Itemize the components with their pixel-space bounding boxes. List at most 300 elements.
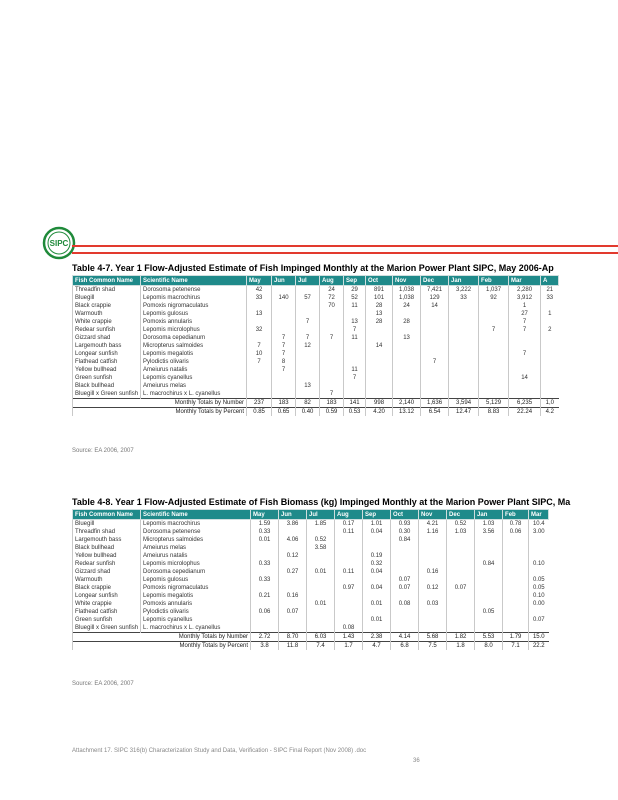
- value-cell: [479, 334, 509, 342]
- value-cell: 10.4: [529, 520, 549, 529]
- value-cell: [509, 390, 541, 399]
- common-name-cell: Redear sunfish: [73, 326, 141, 334]
- value-cell: [247, 318, 272, 326]
- value-cell: [307, 608, 335, 616]
- value-cell: [296, 302, 320, 310]
- value-cell: [363, 608, 391, 616]
- column-header: Dec: [421, 276, 449, 286]
- total-value-cell: 22.24: [509, 408, 541, 417]
- value-cell: 3.00: [529, 528, 549, 536]
- scientific-name-cell: Lepomis cyanellus: [141, 616, 251, 624]
- common-name-cell: Bluegill: [73, 294, 141, 302]
- value-cell: 2: [541, 326, 559, 334]
- value-cell: 0.11: [335, 528, 363, 536]
- value-cell: 0.97: [335, 584, 363, 592]
- value-cell: [296, 310, 320, 318]
- table-row: [73, 358, 559, 366]
- value-cell: [296, 358, 320, 366]
- value-cell: [503, 544, 529, 552]
- value-cell: [421, 350, 449, 358]
- value-cell: [447, 576, 475, 584]
- value-cell: 2,280: [509, 286, 541, 295]
- total-value-cell: 6.8: [391, 642, 419, 651]
- value-cell: [391, 552, 419, 560]
- column-header: A: [541, 276, 559, 286]
- value-cell: [479, 390, 509, 399]
- value-cell: [296, 390, 320, 399]
- value-cell: [366, 366, 393, 374]
- totals-row: [73, 633, 549, 642]
- value-cell: [447, 608, 475, 616]
- value-cell: [447, 616, 475, 624]
- common-name-cell: Green sunfish: [73, 616, 141, 624]
- total-value-cell: 4.2: [541, 408, 559, 417]
- value-cell: [393, 390, 421, 399]
- value-cell: [475, 592, 503, 600]
- total-value-cell: 8.70: [279, 633, 307, 642]
- value-cell: 7: [344, 374, 366, 382]
- total-value-cell: 4.7: [363, 642, 391, 651]
- common-name-cell: Black crappie: [73, 584, 141, 592]
- total-value-cell: 6.54: [421, 408, 449, 417]
- value-cell: 11: [344, 334, 366, 342]
- total-value-cell: 3.8: [251, 642, 279, 651]
- common-name-cell: Green sunfish: [73, 374, 141, 382]
- value-cell: [447, 600, 475, 608]
- scientific-name-cell: L. macrochirus x L. cyanellus: [141, 390, 247, 399]
- total-value-cell: 82: [296, 399, 320, 408]
- scientific-name-cell: Dorosoma cepedianum: [141, 568, 251, 576]
- value-cell: [503, 584, 529, 592]
- total-value-cell: 2.72: [251, 633, 279, 642]
- value-cell: [479, 374, 509, 382]
- value-cell: [529, 536, 549, 544]
- table-row: [73, 568, 549, 576]
- total-value-cell: 13.12: [393, 408, 421, 417]
- total-value-cell: 8.0: [475, 642, 503, 651]
- scientific-name-cell: Lepomis gulosus: [141, 576, 251, 584]
- value-cell: [475, 600, 503, 608]
- value-cell: 0.33: [251, 560, 279, 568]
- value-cell: [296, 326, 320, 334]
- value-cell: [541, 334, 559, 342]
- value-cell: 0.04: [363, 528, 391, 536]
- value-cell: [251, 616, 279, 624]
- table-row: [73, 342, 559, 350]
- value-cell: [366, 382, 393, 390]
- scientific-name-cell: Ameiurus natalis: [141, 366, 247, 374]
- value-cell: 7: [479, 326, 509, 334]
- value-cell: 32: [247, 326, 272, 334]
- value-cell: [529, 552, 549, 560]
- value-cell: [393, 350, 421, 358]
- value-cell: [449, 326, 479, 334]
- value-cell: [541, 382, 559, 390]
- total-value-cell: 6.03: [307, 633, 335, 642]
- value-cell: [449, 382, 479, 390]
- total-value-cell: 8.83: [479, 408, 509, 417]
- value-cell: [307, 528, 335, 536]
- value-cell: [247, 390, 272, 399]
- value-cell: [479, 342, 509, 350]
- value-cell: [475, 576, 503, 584]
- value-cell: 28: [366, 302, 393, 310]
- header-rule-top: [72, 245, 618, 247]
- value-cell: [320, 326, 344, 334]
- value-cell: 92: [479, 294, 509, 302]
- value-cell: [307, 624, 335, 633]
- value-cell: 0.07: [447, 584, 475, 592]
- value-cell: 28: [366, 318, 393, 326]
- value-cell: [447, 560, 475, 568]
- value-cell: [475, 552, 503, 560]
- logo-text: SIPC: [49, 239, 69, 248]
- value-cell: [503, 536, 529, 544]
- value-cell: 10: [247, 350, 272, 358]
- value-cell: [421, 366, 449, 374]
- scientific-name-cell: Dorosoma petenense: [141, 286, 247, 295]
- value-cell: 28: [393, 318, 421, 326]
- value-cell: [335, 592, 363, 600]
- value-cell: 0.07: [529, 616, 549, 624]
- value-cell: [419, 592, 447, 600]
- column-header: Scientific Name: [141, 276, 247, 286]
- value-cell: [449, 358, 479, 366]
- value-cell: 7: [272, 350, 296, 358]
- value-cell: 21: [541, 286, 559, 295]
- value-cell: 52: [344, 294, 366, 302]
- value-cell: [449, 334, 479, 342]
- value-cell: [479, 366, 509, 374]
- value-cell: 1.85: [307, 520, 335, 529]
- total-value-cell: 1,636: [421, 399, 449, 408]
- scientific-name-cell: Lepomis microlophus: [141, 560, 251, 568]
- value-cell: [335, 600, 363, 608]
- value-cell: [272, 374, 296, 382]
- total-value-cell: 141: [344, 399, 366, 408]
- value-cell: [503, 624, 529, 633]
- table-row: [73, 520, 549, 529]
- scientific-name-cell: Ameiurus melas: [141, 382, 247, 390]
- value-cell: [475, 544, 503, 552]
- value-cell: [393, 382, 421, 390]
- value-cell: [509, 382, 541, 390]
- column-header: Fish Common Name: [73, 276, 141, 286]
- totals-label: Monthly Totals by Percent: [73, 642, 251, 651]
- column-header: Sep: [363, 510, 391, 520]
- value-cell: [344, 390, 366, 399]
- total-value-cell: 7.4: [307, 642, 335, 651]
- value-cell: [272, 390, 296, 399]
- value-cell: 0.78: [503, 520, 529, 529]
- column-header: Aug: [335, 510, 363, 520]
- common-name-cell: Black bullhead: [73, 544, 141, 552]
- total-value-cell: 5.68: [419, 633, 447, 642]
- value-cell: [296, 286, 320, 295]
- value-cell: [307, 584, 335, 592]
- table-row: [73, 608, 549, 616]
- value-cell: 0.01: [363, 600, 391, 608]
- table-row: [73, 382, 559, 390]
- value-cell: 0.08: [335, 624, 363, 633]
- value-cell: 3.58: [307, 544, 335, 552]
- value-cell: [307, 616, 335, 624]
- table-row: [73, 560, 549, 568]
- value-cell: [475, 536, 503, 544]
- value-cell: [421, 374, 449, 382]
- scientific-name-cell: Pomoxis nigromaculatus: [141, 584, 251, 592]
- value-cell: [449, 318, 479, 326]
- value-cell: 0.16: [419, 568, 447, 576]
- value-cell: [503, 600, 529, 608]
- table-row: [73, 616, 549, 624]
- value-cell: [366, 374, 393, 382]
- value-cell: [344, 382, 366, 390]
- value-cell: [251, 568, 279, 576]
- value-cell: 101: [366, 294, 393, 302]
- value-cell: 1.59: [251, 520, 279, 529]
- table-row: [73, 528, 549, 536]
- value-cell: 7: [247, 342, 272, 350]
- total-value-cell: 1.82: [447, 633, 475, 642]
- common-name-cell: Largemouth bass: [73, 342, 141, 350]
- value-cell: [393, 310, 421, 318]
- value-cell: [363, 592, 391, 600]
- value-cell: [279, 544, 307, 552]
- table-row: [73, 302, 559, 310]
- total-value-cell: 0.40: [296, 408, 320, 417]
- scientific-name-cell: Lepomis macrochirus: [141, 294, 247, 302]
- value-cell: [475, 616, 503, 624]
- value-cell: 14: [366, 342, 393, 350]
- value-cell: 29: [344, 286, 366, 295]
- totals-label: Monthly Totals by Number: [73, 399, 247, 408]
- value-cell: [503, 608, 529, 616]
- value-cell: 1.01: [363, 520, 391, 529]
- value-cell: [421, 326, 449, 334]
- table2-impinged-biomass: [72, 509, 549, 650]
- value-cell: [391, 560, 419, 568]
- scientific-name-cell: Micropterus salmoides: [141, 342, 247, 350]
- value-cell: [272, 326, 296, 334]
- value-cell: [335, 552, 363, 560]
- value-cell: [393, 342, 421, 350]
- value-cell: [279, 576, 307, 584]
- table1-caption: Table 4-7. Year 1 Flow-Adjusted Estimate of Fish Impinged Monthly at the Marion Power Plant SIPC, May 2006-Ap: [72, 263, 554, 273]
- value-cell: 13: [393, 334, 421, 342]
- value-cell: 11: [344, 302, 366, 310]
- value-cell: [307, 552, 335, 560]
- total-value-cell: 6,235: [509, 399, 541, 408]
- value-cell: 7: [272, 342, 296, 350]
- value-cell: 0.03: [419, 600, 447, 608]
- value-cell: 14: [421, 302, 449, 310]
- value-cell: 0.01: [363, 616, 391, 624]
- column-header: Jan: [475, 510, 503, 520]
- table-row: [73, 318, 559, 326]
- table-row: [73, 334, 559, 342]
- column-header: Feb: [503, 510, 529, 520]
- value-cell: 4.06: [279, 536, 307, 544]
- value-cell: [479, 310, 509, 318]
- value-cell: 3.56: [475, 528, 503, 536]
- value-cell: 0.84: [391, 536, 419, 544]
- value-cell: [449, 390, 479, 399]
- total-value-cell: 2,140: [393, 399, 421, 408]
- value-cell: 0.10: [529, 560, 549, 568]
- value-cell: 0.00: [529, 600, 549, 608]
- value-cell: 0.21: [251, 592, 279, 600]
- table2-source: Source: EA 2006, 2007: [72, 681, 134, 687]
- value-cell: [251, 600, 279, 608]
- value-cell: [509, 358, 541, 366]
- common-name-cell: Black crappie: [73, 302, 141, 310]
- common-name-cell: Warmouth: [73, 576, 141, 584]
- value-cell: 0.16: [279, 592, 307, 600]
- value-cell: [335, 616, 363, 624]
- value-cell: [344, 350, 366, 358]
- value-cell: [449, 342, 479, 350]
- scientific-name-cell: Dorosoma cepedianum: [141, 334, 247, 342]
- value-cell: 13: [344, 318, 366, 326]
- column-header: Oct: [391, 510, 419, 520]
- totals-label: Monthly Totals by Number: [73, 633, 251, 642]
- value-cell: [296, 350, 320, 358]
- column-header: Aug: [320, 276, 344, 286]
- value-cell: [447, 568, 475, 576]
- header-rule-bottom: [72, 252, 618, 254]
- value-cell: 33: [247, 294, 272, 302]
- value-cell: 0.27: [279, 568, 307, 576]
- value-cell: 3,222: [449, 286, 479, 295]
- value-cell: 4.21: [419, 520, 447, 529]
- table-row: [73, 294, 559, 302]
- total-value-cell: 0.85: [247, 408, 272, 417]
- value-cell: 0.19: [363, 552, 391, 560]
- value-cell: [449, 302, 479, 310]
- total-value-cell: 0.59: [320, 408, 344, 417]
- total-value-cell: 1.7: [335, 642, 363, 651]
- value-cell: [421, 342, 449, 350]
- value-cell: 0.32: [363, 560, 391, 568]
- value-cell: 7: [421, 358, 449, 366]
- document-footer: Attachment 17. SIPC 316(b) Characterization Study and Data, Verification - SIPC Final Report (Nov 2008) .doc: [72, 748, 367, 754]
- common-name-cell: Warmouth: [73, 310, 141, 318]
- value-cell: 1: [541, 310, 559, 318]
- value-cell: [272, 286, 296, 295]
- value-cell: [393, 366, 421, 374]
- value-cell: 0.17: [335, 520, 363, 529]
- total-value-cell: 2.38: [363, 633, 391, 642]
- value-cell: 42: [247, 286, 272, 295]
- value-cell: 0.07: [391, 584, 419, 592]
- scientific-name-cell: Lepomis cyanellus: [141, 374, 247, 382]
- scientific-name-cell: Lepomis microlophus: [141, 326, 247, 334]
- value-cell: 7: [509, 318, 541, 326]
- column-header: Sep: [344, 276, 366, 286]
- total-value-cell: 237: [247, 399, 272, 408]
- total-value-cell: 0.53: [344, 408, 366, 417]
- scientific-name-cell: Pylodictis olivaris: [141, 608, 251, 616]
- value-cell: [419, 576, 447, 584]
- value-cell: [272, 310, 296, 318]
- value-cell: 0.10: [529, 592, 549, 600]
- value-cell: 1.03: [475, 520, 503, 529]
- value-cell: [251, 552, 279, 560]
- value-cell: 1,038: [393, 286, 421, 295]
- table-row: [73, 326, 559, 334]
- total-value-cell: 7.5: [419, 642, 447, 651]
- value-cell: [366, 334, 393, 342]
- value-cell: 0.01: [251, 536, 279, 544]
- value-cell: [344, 342, 366, 350]
- scientific-name-cell: Micropterus salmoides: [141, 536, 251, 544]
- column-header: Dec: [447, 510, 475, 520]
- value-cell: [421, 310, 449, 318]
- total-value-cell: 998: [366, 399, 393, 408]
- common-name-cell: Bluegill x Green sunfish: [73, 624, 141, 633]
- value-cell: [503, 576, 529, 584]
- value-cell: [272, 302, 296, 310]
- common-name-cell: White crappie: [73, 318, 141, 326]
- total-value-cell: 7.1: [503, 642, 529, 651]
- value-cell: [529, 624, 549, 633]
- table-row: [73, 536, 549, 544]
- value-cell: 7,421: [421, 286, 449, 295]
- value-cell: [320, 342, 344, 350]
- value-cell: [296, 366, 320, 374]
- scientific-name-cell: Ameiurus natalis: [141, 552, 251, 560]
- total-value-cell: 183: [320, 399, 344, 408]
- value-cell: [391, 624, 419, 633]
- scientific-name-cell: Lepomis megalotis: [141, 350, 247, 358]
- value-cell: [335, 608, 363, 616]
- value-cell: [509, 366, 541, 374]
- value-cell: [363, 576, 391, 584]
- value-cell: 7: [509, 350, 541, 358]
- value-cell: 0.84: [475, 560, 503, 568]
- value-cell: [419, 608, 447, 616]
- value-cell: [529, 544, 549, 552]
- value-cell: 14: [509, 374, 541, 382]
- table-row: [73, 600, 549, 608]
- column-header: Fish Common Name: [73, 510, 141, 520]
- value-cell: 27: [509, 310, 541, 318]
- value-cell: 0.01: [307, 568, 335, 576]
- common-name-cell: Gizzard shad: [73, 334, 141, 342]
- totals-row: [73, 408, 559, 417]
- table1-source: Source: EA 2006, 2007: [72, 448, 134, 454]
- value-cell: 8: [272, 358, 296, 366]
- value-cell: [503, 552, 529, 560]
- common-name-cell: Longear sunfish: [73, 592, 141, 600]
- value-cell: 1,038: [393, 294, 421, 302]
- common-name-cell: Flathead catfish: [73, 608, 141, 616]
- value-cell: 0.33: [251, 576, 279, 584]
- value-cell: [479, 358, 509, 366]
- total-value-cell: 1.8: [447, 642, 475, 651]
- value-cell: 7: [272, 334, 296, 342]
- total-value-cell: 4.14: [391, 633, 419, 642]
- value-cell: [272, 318, 296, 326]
- table-row: [73, 374, 559, 382]
- total-value-cell: 12.47: [449, 408, 479, 417]
- value-cell: [279, 616, 307, 624]
- total-value-cell: 5.53: [475, 633, 503, 642]
- value-cell: 1,037: [479, 286, 509, 295]
- value-cell: 7: [272, 366, 296, 374]
- value-cell: 0.06: [251, 608, 279, 616]
